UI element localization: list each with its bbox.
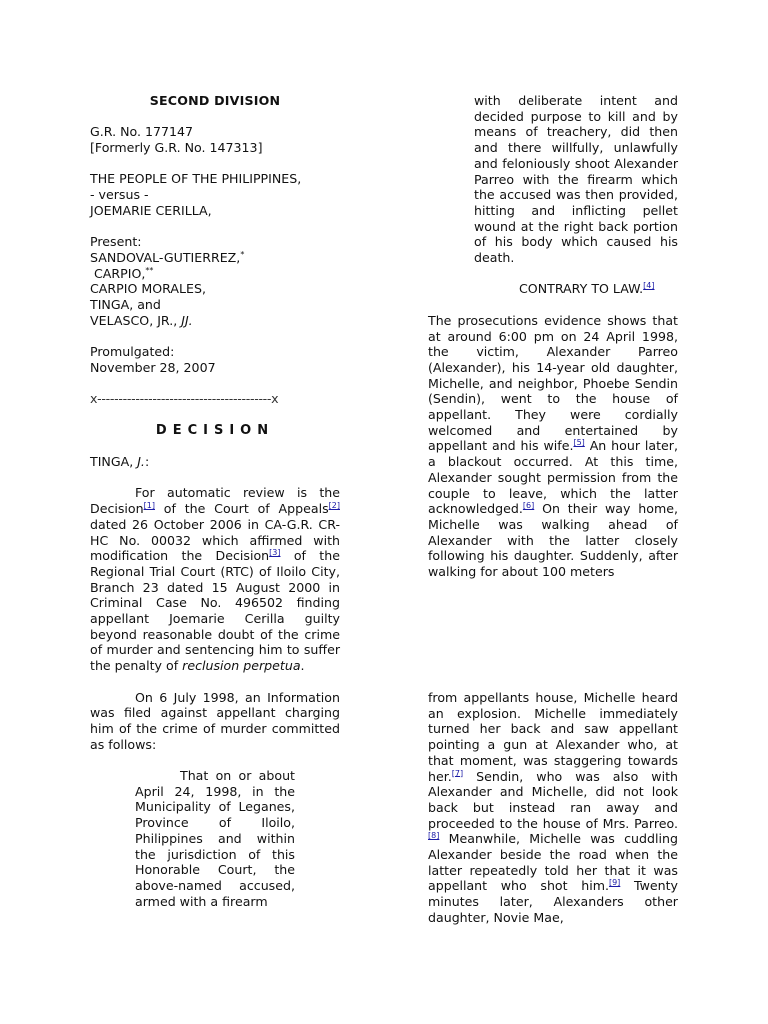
footnote-ref-1[interactable] — [144, 501, 155, 510]
justice-2 — [90, 266, 340, 282]
promulgated-date: November 28, 2007 — [90, 359, 216, 375]
footnote-link[interactable]: [3] — [269, 548, 281, 558]
left-column — [90, 93, 340, 909]
paragraph-text: . — [300, 658, 305, 674]
paragraph-text: of the Regional Trial Court (RTC) of Iloilo City, Branch 23 dated 15 August 2000 in Criminal Case No. 496502 finding appellant Joemarie Cerilla guilty beyond reasonable doubt of the crime of murder and sentencing him to suffer the penalty of — [90, 548, 340, 674]
promulgated-label: Promulgated: — [90, 344, 175, 360]
byline-colon: : — [144, 454, 150, 470]
justice-4: TINGA, and — [90, 297, 161, 313]
footnote-mark: * — [240, 249, 245, 259]
footnote-link[interactable]: [6] — [522, 501, 535, 511]
footnote-ref-5[interactable] — [573, 438, 584, 447]
paragraph-text: Twenty minutes later, Alexanders other daughter, Novie Mae, — [428, 878, 678, 925]
justice-1 — [90, 250, 340, 266]
decision-heading: DECISION — [155, 422, 275, 438]
paragraph-explosion — [428, 690, 678, 926]
justice-3: CARPIO MORALES, — [90, 281, 206, 297]
accused-name: JOEMARIE CERILLA, — [90, 202, 212, 218]
paragraph-text: An hour later, a blackout occurred. At this time, Alexander sought permission from the couple to leave, which the latter acknowledged. — [428, 438, 678, 517]
footnote-link[interactable]: [5] — [573, 438, 585, 448]
division-heading: SECOND DIVISION — [149, 93, 281, 108]
paragraph-text: On their way home, Michelle was walking ahead of Alexander with the latter closely following his daughter. Suddenly, after walking for about 100 meters — [428, 501, 678, 580]
paragraph-text: The prosecutions evidence shows that at around 6:00 pm on 24 April 1998, the victim, Alexander Parreo (Alexander), his 14-year old daughter, Michelle, and neighbor, Phoebe Sendin (Sendin), went to the house of appellant. They were cordially welcomed and entertained by appellant and his wife. — [428, 312, 678, 454]
paragraph-text: Meanwhile, Michelle was cuddling Alexander beside the road when the latter repeatedly told her that it was appellant who shot him. — [428, 831, 678, 894]
justice-name: CARPIO, — [90, 265, 146, 281]
footnote-link[interactable]: [1] — [143, 500, 155, 510]
justice-name: VELASCO, JR., — [90, 312, 182, 328]
ponente-name: TINGA, — [90, 454, 138, 470]
information-quote-part2: with deliberate intent and decided purpose to kill and by means of treachery, did then and there willfully, unlawfully and feloniously shoot Alexander Parreo with the firearm which the accused was then provided, hitting and inflicting pellet wound at the right back portion of his body which caused his death. — [474, 93, 678, 266]
footnote-link[interactable]: [2] — [328, 500, 340, 510]
justice-5 — [90, 313, 340, 329]
justice-name: SANDOVAL-GUTIERREZ, — [90, 249, 241, 265]
byline — [90, 454, 340, 470]
plaintiff-name: THE PEOPLE OF THE PHILIPPINES, — [90, 171, 302, 187]
paragraph-information-filed: On 6 July 1998, an Information was filed against appellant charging him of the crime of murder committed as follows: — [90, 689, 340, 752]
versus-text: - versus - — [90, 187, 149, 203]
paragraph-text: For automatic review is the Decision — [90, 485, 340, 517]
footnote-link[interactable]: [4] — [643, 281, 655, 291]
footnote-ref-4[interactable] — [643, 281, 654, 290]
paragraph-text: Sendin, who was also with Alexander and Michelle, did not look back but instead ran away and proceeded to the house of Mrs. Parreo. — [428, 768, 678, 831]
paragraph-text: of the Court of Appeals — [154, 501, 329, 517]
gr-number: G.R. No. 177147 — [90, 124, 194, 140]
separator-line: x-----------------------------------------x — [90, 391, 279, 407]
paragraph-text: dated 26 October 2006 in CA-G.R. CR-HC No. 00032 which affirmed with modification the Decision — [90, 516, 340, 564]
ponente-title: J. — [137, 454, 145, 470]
footnote-link[interactable]: [9] — [608, 878, 621, 888]
right-column-lower — [428, 690, 678, 926]
footnote-link[interactable]: [8] — [428, 831, 440, 841]
footnote-ref-6[interactable] — [523, 501, 534, 510]
footnote-ref-8[interactable] — [428, 831, 439, 840]
footnote-ref-9[interactable] — [609, 878, 620, 887]
footnote-link[interactable]: [7] — [451, 768, 464, 778]
present-label: Present: — [90, 234, 142, 250]
footnote-ref-3[interactable] — [269, 548, 280, 557]
paragraph-prosecution-evidence — [428, 313, 678, 580]
contrary-text: CONTRARY TO LAW. — [519, 281, 644, 297]
right-column — [428, 93, 678, 580]
contrary-to-law — [474, 281, 678, 297]
paragraph-automatic-review — [90, 485, 340, 673]
footnote-ref-7[interactable] — [452, 768, 463, 777]
paragraph-text: from appellants house, Michelle heard an explosion. Michelle immediately turned her back and saw appellant pointing a gun at Alexander who, at that moment, was staggering towards her. — [428, 690, 678, 784]
footnote-mark: ** — [145, 265, 154, 275]
information-quote-part1: That on or about April 24, 1998, in the Municipality of Leganes, Province of Iloilo, Philippines and within the jurisdiction of this Honorable Court, the above-named accused, armed with a firearm — [135, 768, 295, 909]
formerly-gr-number: [Formerly G.R. No. 147313] — [90, 140, 263, 156]
penalty-italic: reclusion perpetua — [182, 658, 301, 674]
footnote-ref-2[interactable] — [329, 501, 340, 510]
jj-abbrev: JJ. — [181, 312, 193, 328]
